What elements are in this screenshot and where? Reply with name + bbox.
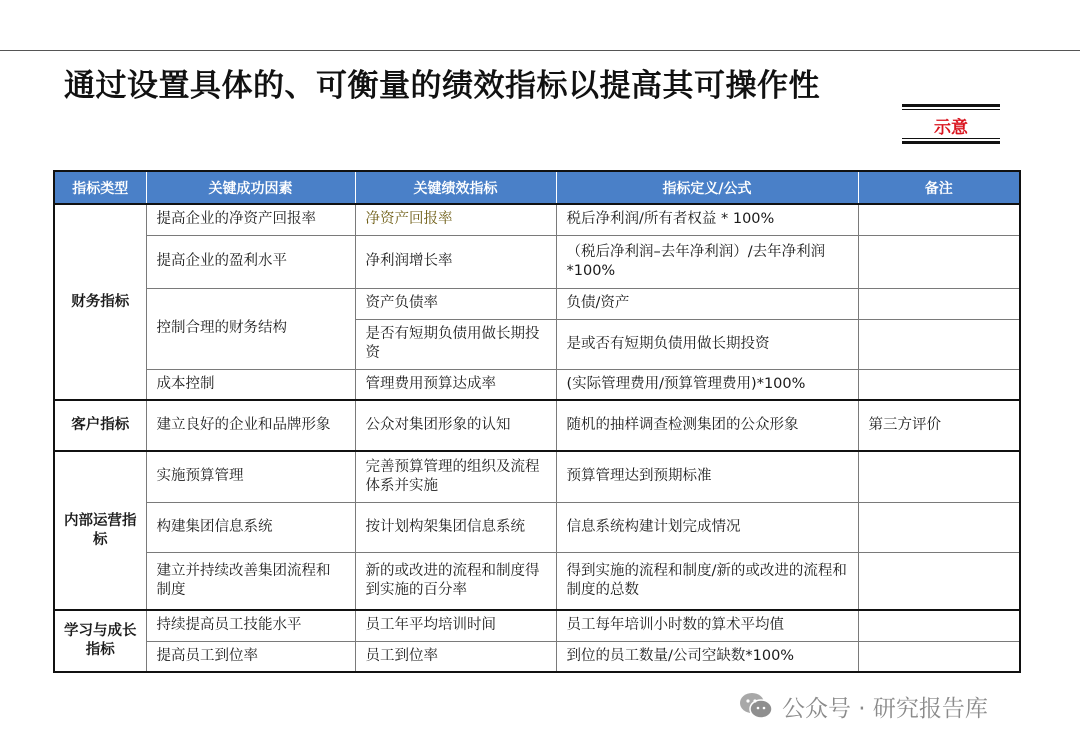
wechat-icon xyxy=(738,691,774,721)
table-row xyxy=(54,552,1020,610)
category-internal-operations: 内部运营指标 xyxy=(54,451,146,610)
header-indicator-type: 指标类型 xyxy=(54,171,146,204)
success-factor-cell: 提高企业的盈利水平 xyxy=(146,235,355,288)
badge-label: 示意 xyxy=(934,118,968,138)
kpi-table xyxy=(53,170,1021,673)
definition-cell: （税后净利润–去年净利润）/去年净利润*100% xyxy=(556,235,858,288)
category-learning-growth: 学习与成长指标 xyxy=(54,610,146,672)
watermark-text: 公众号 · 研究报告库 xyxy=(782,695,988,722)
remarks-cell xyxy=(858,552,1020,610)
header-kpi: 关键绩效指标 xyxy=(355,171,556,204)
category-customer: 客户指标 xyxy=(54,400,146,451)
table-row xyxy=(54,288,1020,319)
top-rule xyxy=(0,50,1080,51)
remarks-cell xyxy=(858,204,1020,235)
definition-cell: 到位的员工数量/公司空缺数*100% xyxy=(556,641,858,672)
remarks-cell xyxy=(858,451,1020,502)
kpi-cell: 按计划构架集团信息系统 xyxy=(355,502,556,552)
definition-cell: 随机的抽样调查检测集团的公众形象 xyxy=(556,400,858,451)
table-row xyxy=(54,204,1020,235)
kpi-cell: 公众对集团形象的认知 xyxy=(355,400,556,451)
success-factor-cell: 成本控制 xyxy=(146,369,355,400)
definition-cell: 税后净利润/所有者权益 * 100% xyxy=(556,204,858,235)
header-success-factor: 关键成功因素 xyxy=(146,171,355,204)
definition-cell: 负债/资产 xyxy=(556,288,858,319)
kpi-cell: 资产负债率 xyxy=(355,288,556,319)
table-header-row xyxy=(54,171,1020,204)
remarks-cell: 第三方评价 xyxy=(858,400,1020,451)
kpi-cell: 员工年平均培训时间 xyxy=(355,610,556,641)
definition-cell: (实际管理费用/预算管理费用)*100% xyxy=(556,369,858,400)
kpi-cell: 净资产回报率 xyxy=(355,204,556,235)
table-row xyxy=(54,502,1020,552)
table-row xyxy=(54,400,1020,451)
success-factor-cell: 建立良好的企业和品牌形象 xyxy=(146,400,355,451)
success-factor-cell: 控制合理的财务结构 xyxy=(146,288,355,369)
success-factor-cell: 构建集团信息系统 xyxy=(146,502,355,552)
illustrative-badge xyxy=(902,104,1000,144)
table-row xyxy=(54,641,1020,672)
remarks-cell xyxy=(858,641,1020,672)
success-factor-cell: 提高员工到位率 xyxy=(146,641,355,672)
kpi-cell: 完善预算管理的组织及流程体系并实施 xyxy=(355,451,556,502)
remarks-cell xyxy=(858,610,1020,641)
header-definition: 指标定义/公式 xyxy=(556,171,858,204)
remarks-cell xyxy=(858,235,1020,288)
kpi-cell: 员工到位率 xyxy=(355,641,556,672)
definition-cell: 信息系统构建计划完成情况 xyxy=(556,502,858,552)
definition-cell: 得到实施的流程和制度/新的或改进的流程和制度的总数 xyxy=(556,552,858,610)
kpi-cell: 新的或改进的流程和制度得到实施的百分率 xyxy=(355,552,556,610)
wechat-watermark xyxy=(738,688,988,724)
kpi-cell: 净利润增长率 xyxy=(355,235,556,288)
table-row xyxy=(54,610,1020,641)
success-factor-cell: 持续提高员工技能水平 xyxy=(146,610,355,641)
table-row xyxy=(54,369,1020,400)
success-factor-cell: 建立并持续改善集团流程和制度 xyxy=(146,552,355,610)
kpi-cell: 管理费用预算达成率 xyxy=(355,369,556,400)
category-finance: 财务指标 xyxy=(54,204,146,400)
remarks-cell xyxy=(858,288,1020,319)
kpi-cell: 是否有短期负债用做长期投资 xyxy=(355,319,556,369)
success-factor-cell: 提高企业的净资产回报率 xyxy=(146,204,355,235)
page-title: 通过设置具体的、可衡量的绩效指标以提高其可操作性 xyxy=(64,68,820,104)
table-row xyxy=(54,451,1020,502)
table-row xyxy=(54,235,1020,288)
header-remarks: 备注 xyxy=(858,171,1020,204)
definition-cell: 员工每年培训小时数的算术平均值 xyxy=(556,610,858,641)
definition-cell: 预算管理达到预期标准 xyxy=(556,451,858,502)
remarks-cell xyxy=(858,369,1020,400)
success-factor-cell: 实施预算管理 xyxy=(146,451,355,502)
remarks-cell xyxy=(858,319,1020,369)
remarks-cell xyxy=(858,502,1020,552)
definition-cell: 是或否有短期负债用做长期投资 xyxy=(556,319,858,369)
